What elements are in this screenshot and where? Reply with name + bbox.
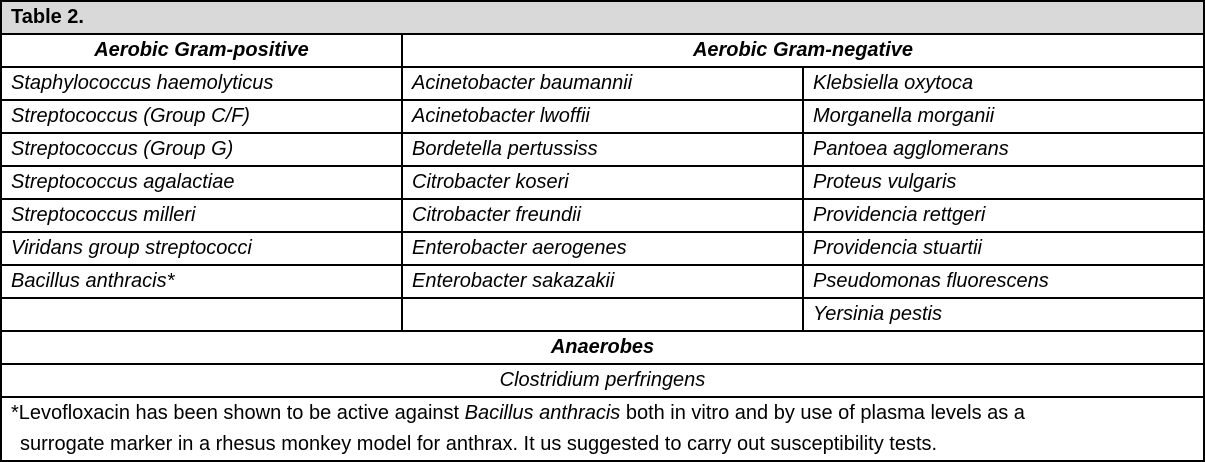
table-row xyxy=(1,298,1204,331)
table-cell: Streptococcus (Group G) xyxy=(1,133,402,166)
footnote-row xyxy=(1,397,1204,461)
footnote xyxy=(1,397,1204,461)
table-row xyxy=(1,265,1204,298)
table-cell-empty xyxy=(1,298,402,331)
table-cell: Pantoea agglomerans xyxy=(803,133,1204,166)
table-cell: Acinetobacter baumannii xyxy=(402,67,803,100)
table-cell: Staphylococcus haemolyticus xyxy=(1,67,402,100)
table-cell: Acinetobacter lwoffii xyxy=(402,100,803,133)
table-cell: Streptococcus milleri xyxy=(1,199,402,232)
table-row xyxy=(1,166,1204,199)
table-cell: Citrobacter freundii xyxy=(402,199,803,232)
table-cell: Citrobacter koseri xyxy=(402,166,803,199)
anaerobes-header-row xyxy=(1,331,1204,364)
table-cell: Yersinia pestis xyxy=(803,298,1204,331)
table-row xyxy=(1,67,1204,100)
footnote-text-start: *Levofloxacin has been shown to be active against xyxy=(11,402,465,424)
footnote-line-2: surrogate marker in a rhesus monkey model for anthrax. It us suggested to carry out susceptibility tests. xyxy=(20,433,938,455)
table-cell: Klebsiella oxytoca xyxy=(803,67,1204,100)
column-header-row xyxy=(1,34,1204,67)
table-title: Table 2. xyxy=(1,1,1204,34)
anaerobes-item: Clostridium perfringens xyxy=(1,364,1204,397)
footnote-italic-term: Bacillus anthracis xyxy=(464,402,621,424)
table-cell: Bacillus anthracis* xyxy=(1,265,402,298)
table-cell: Streptococcus agalactiae xyxy=(1,166,402,199)
table-cell: Providencia rettgeri xyxy=(803,199,1204,232)
header-gram-positive: Aerobic Gram-positive xyxy=(1,34,402,67)
table-cell: Providencia stuartii xyxy=(803,232,1204,265)
table-row xyxy=(1,133,1204,166)
title-row xyxy=(1,1,1204,34)
table-cell: Morganella morganii xyxy=(803,100,1204,133)
table-cell-empty xyxy=(402,298,803,331)
table-cell: Proteus vulgaris xyxy=(803,166,1204,199)
footnote-text-end: both in vitro and by use of plasma levels as a xyxy=(620,402,1025,424)
header-gram-negative: Aerobic Gram-negative xyxy=(402,34,1204,67)
table-cell: Streptococcus (Group C/F) xyxy=(1,100,402,133)
table-row xyxy=(1,100,1204,133)
table-row xyxy=(1,199,1204,232)
header-anaerobes: Anaerobes xyxy=(1,331,1204,364)
table-cell: Pseudomonas fluorescens xyxy=(803,265,1204,298)
table-cell: Viridans group streptococci xyxy=(1,232,402,265)
table-row xyxy=(1,232,1204,265)
table-cell: Enterobacter sakazakii xyxy=(402,265,803,298)
table-cell: Bordetella pertussiss xyxy=(402,133,803,166)
table-cell: Enterobacter aerogenes xyxy=(402,232,803,265)
anaerobes-row xyxy=(1,364,1204,397)
